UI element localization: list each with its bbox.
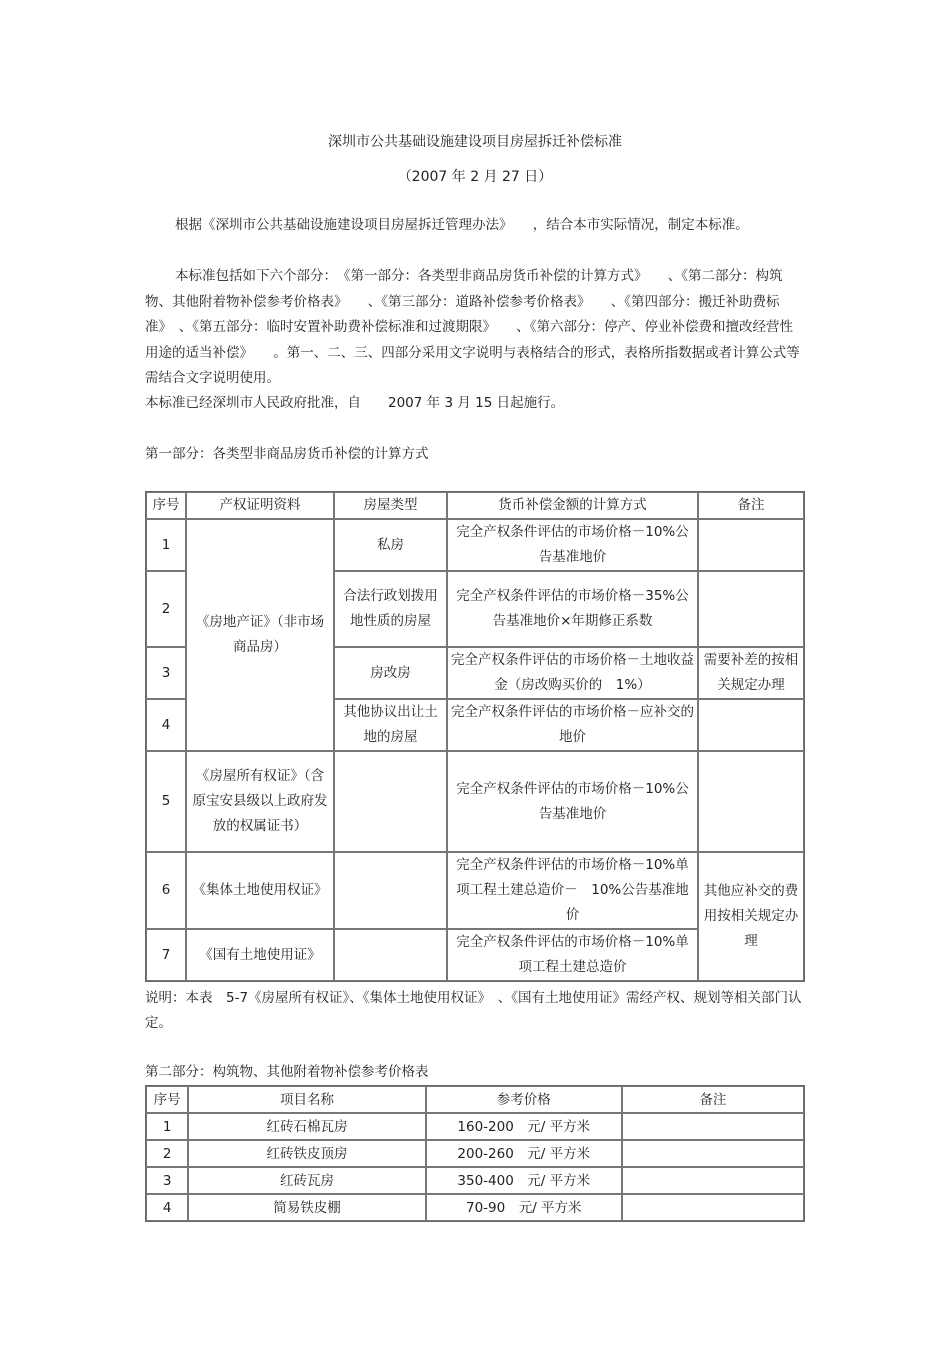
note-cell <box>698 519 804 571</box>
item-name-cell: 简易铁皮棚 <box>188 1194 425 1221</box>
table-header-row <box>146 1086 804 1113</box>
header-cell: 产权证明资料 <box>186 492 334 519</box>
row-number: 7 <box>146 929 186 981</box>
part2-table <box>145 1085 805 1222</box>
house-type-cell <box>334 852 447 929</box>
row-number: 2 <box>146 571 186 647</box>
row-number: 6 <box>146 852 186 929</box>
table-row <box>146 519 804 571</box>
house-type-cell <box>334 929 447 981</box>
table-row <box>146 1140 804 1167</box>
header-cell: 项目名称 <box>188 1086 425 1113</box>
row-number: 1 <box>146 1113 188 1140</box>
note-cell <box>622 1167 804 1194</box>
note-cell <box>698 571 804 647</box>
table-row <box>146 852 804 929</box>
part1-table <box>145 491 805 982</box>
house-type-cell <box>334 751 447 852</box>
note-cell <box>698 699 804 751</box>
calc-cell: 完全产权条件评估的市场价格－土地收益金（房改购买价的 1%） <box>447 647 698 699</box>
proof-cell: 《集体土地使用权证》 <box>186 852 334 929</box>
note-cell: 需要补差的按相关规定办理 <box>698 647 804 699</box>
item-name-cell: 红砖铁皮顶房 <box>188 1140 425 1167</box>
table-row <box>146 1194 804 1221</box>
house-type-cell: 私房 <box>334 519 447 571</box>
document-date: （2007 年 2 月 27 日） <box>397 169 553 185</box>
table-row <box>146 1167 804 1194</box>
intro-paragraph-1: 根据《深圳市公共基础设施建设项目房屋拆迁管理办法》 ，结合本市实际情况，制定本标准。 <box>175 217 749 233</box>
header-cell: 货币补偿金额的计算方式 <box>447 492 698 519</box>
calc-cell: 完全产权条件评估的市场价格－10%公告基准地价 <box>447 519 698 571</box>
header-cell: 备注 <box>698 492 804 519</box>
header-cell: 备注 <box>622 1086 804 1113</box>
header-cell: 房屋类型 <box>334 492 447 519</box>
intro-paragraph-3: 本标准已经深圳市人民政府批准，自 2007 年 3 月 15 日起施行。 <box>145 395 565 411</box>
note-cell <box>622 1140 804 1167</box>
part1-remark: 说明：本表 5-7《房屋所有权证》、《集体土地使用权证》 、《国有土地使用证》需经产权、规划等相关部门认定。 <box>145 990 802 1031</box>
note-cell <box>622 1113 804 1140</box>
intro-paragraph-2: 本标准包括如下六个部分： 《第一部分：各类型非商品房货币补偿的计算方式》 、《第二部分：构筑物、其他附着物补偿参考价格表》 、《第三部分：道路补偿参考价格表》 、《第四部分：搬迁补助费标准》 、《第五部分：临时安置补助费补偿标准和过渡期限》 、《第六部分：停产、停业补偿费和擅改经营性用途的适当补偿》 。第一、二、三、四部分采用文字说明与表格结合的形式，表格所指数据或者计算公式等需结合文字说明使用。 <box>145 268 800 386</box>
item-name-cell: 红砖瓦房 <box>188 1167 425 1194</box>
header-cell: 序号 <box>146 1086 188 1113</box>
price-cell: 350-400 元/ 平方米 <box>426 1167 622 1194</box>
price-cell: 160-200 元/ 平方米 <box>426 1113 622 1140</box>
header-cell: 序号 <box>146 492 186 519</box>
row-number: 3 <box>146 647 186 699</box>
proof-cell: 《国有土地使用证》 <box>186 929 334 981</box>
row-number: 2 <box>146 1140 188 1167</box>
row-number: 4 <box>146 699 186 751</box>
table-header-row <box>146 492 804 519</box>
header-cell: 参考价格 <box>426 1086 622 1113</box>
note-cell <box>622 1194 804 1221</box>
calc-cell: 完全产权条件评估的市场价格－10%公告基准地价 <box>447 751 698 852</box>
proof-cell: 《房地产证》（非市场商品房） <box>186 519 334 751</box>
table-row <box>146 1113 804 1140</box>
part2-heading: 第二部分：构筑物、其他附着物补偿参考价格表 <box>145 1064 429 1080</box>
calc-cell: 完全产权条件评估的市场价格－应补交的地价 <box>447 699 698 751</box>
calc-cell: 完全产权条件评估的市场价格－35%公告基准地价×年期修正系数 <box>447 571 698 647</box>
calc-cell: 完全产权条件评估的市场价格－10%单项工程土建总造价－ 10%公告基准地价 <box>447 852 698 929</box>
row-number: 3 <box>146 1167 188 1194</box>
table-row <box>146 751 804 852</box>
row-number: 5 <box>146 751 186 852</box>
row-number: 4 <box>146 1194 188 1221</box>
house-type-cell: 合法行政划拨用地性质的房屋 <box>334 571 447 647</box>
row-number: 1 <box>146 519 186 571</box>
price-cell: 200-260 元/ 平方米 <box>426 1140 622 1167</box>
price-cell: 70-90 元/ 平方米 <box>426 1194 622 1221</box>
note-cell <box>698 751 804 852</box>
house-type-cell: 房改房 <box>334 647 447 699</box>
part1-heading: 第一部分：各类型非商品房货币补偿的计算方式 <box>145 446 429 462</box>
proof-cell: 《房屋所有权证》（含原宝安县级以上政府发放的权属证书） <box>186 751 334 852</box>
calc-cell: 完全产权条件评估的市场价格－10%单项工程土建总造价 <box>447 929 698 981</box>
note-cell: 其他应补交的费用按相关规定办理 <box>698 852 804 981</box>
item-name-cell: 红砖石棉瓦房 <box>188 1113 425 1140</box>
document-title: 深圳市公共基础设施建设项目房屋拆迁补偿标准 <box>328 134 622 150</box>
house-type-cell: 其他协议出让土地的房屋 <box>334 699 447 751</box>
